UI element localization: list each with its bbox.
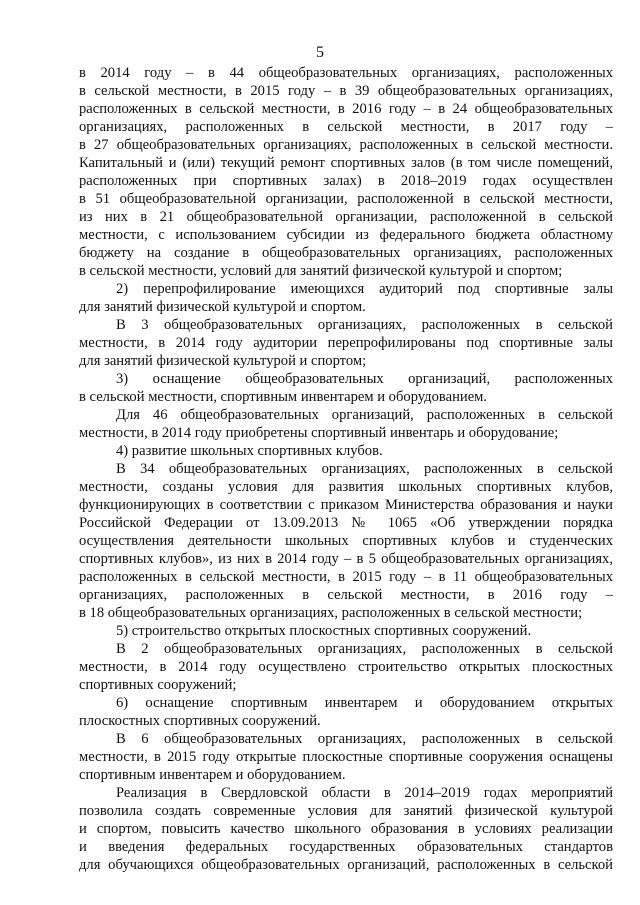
text-line: спортивных клубов», из них в 2014 году – в 5 общеобразовательных организациях, [79, 551, 613, 567]
text-line: Капитальный и (или) текущий ремонт спортивных залов (в том числе помещений, [79, 155, 613, 171]
text-line: 2) перепрофилирование имеющихся аудиторий под спортивные залы [116, 281, 613, 297]
text-line: для занятий физической культурой и спортом. [79, 299, 366, 315]
text-line: Реализация в Свердловской области в 2014–2019 годах мероприятий [116, 785, 613, 801]
text-line: Российской Федерации от 13.09.2013 № 1065 «Об утверждении порядка [79, 515, 613, 531]
text-line: осуществления деятельности школьных спортивных клубов и студенческих [79, 533, 613, 549]
text-line: спортивных сооружений; [79, 677, 237, 693]
text-line: расположенных в сельской местности, в 2016 году – в 24 общеобразовательных [79, 101, 613, 117]
text-line: и спортом, повысить качество школьного образования в условиях реализации [79, 821, 613, 837]
text-line: 5) строительство открытых плоскостных спортивных сооружений. [116, 623, 532, 639]
text-line: в сельской местности, условий для занятий физической культурой и спортом; [79, 263, 563, 279]
text-line: организациях, расположенных в сельской местности, в 2016 году – [79, 587, 613, 603]
text-line: для занятий физической культурой и спортом; [79, 353, 367, 369]
body-text [79, 64, 613, 874]
page-number: 5 [316, 44, 324, 61]
text-line: местности, в 2014 году осуществлено строительство открытых плоскостных [79, 659, 613, 675]
text-line: местности, созданы условия для развития школьных спортивных клубов, [79, 479, 613, 495]
text-line: бюджету на создание в общеобразовательных организациях, расположенных [79, 245, 613, 261]
text-line: В 3 общеобразовательных организациях, расположенных в сельской [116, 317, 613, 333]
text-line: из них в 21 общеобразовательной организации, расположенной в сельской [79, 209, 613, 225]
text-line: расположенных при спортивных залах) в 2018–2019 годах осуществлен [79, 173, 613, 189]
text-line: В 6 общеобразовательных организациях, расположенных в сельской [116, 731, 613, 747]
text-line: расположенных в сельской местности, в 2015 году – в 11 общеобразовательных [79, 569, 613, 585]
text-line: 6) оснащение спортивным инвентарем и оборудованием открытых [116, 695, 613, 711]
text-line: для обучающихся общеобразовательных организаций, расположенных в сельской [79, 857, 613, 873]
text-line: в 2014 году – в 44 общеобразовательных организациях, расположенных [79, 65, 613, 81]
text-line: и введения федеральных государственных образовательных стандартов [79, 839, 613, 855]
text-line: организациях, расположенных в сельской местности, в 2017 году – [79, 119, 613, 135]
text-line: плоскостных спортивных сооружений. [79, 713, 321, 729]
text-line: в сельской местности, в 2015 году – в 39 общеобразовательных организациях, [79, 83, 613, 99]
text-line: в 18 общеобразовательных организациях, расположенных в сельской местности; [79, 605, 583, 621]
text-line: 3) оснащение общеобразовательных организаций, расположенных [116, 371, 613, 387]
text-line: местности, в 2014 году приобретены спортивный инвентарь и оборудование; [79, 425, 559, 441]
text-line: В 2 общеобразовательных организациях, расположенных в сельской [116, 641, 613, 657]
text-line: 4) развитие школьных спортивных клубов. [116, 443, 383, 459]
text-line: местности, в 2015 году открытые плоскостные спортивные сооружения оснащены [79, 749, 613, 765]
text-line: Для 46 общеобразовательных организаций, расположенных в сельской [116, 407, 613, 423]
text-line: местности, с использованием субсидии из федерального бюджета областному [79, 227, 613, 243]
text-line: в 27 общеобразовательных организациях, расположенных в сельской местности. [79, 137, 613, 153]
text-line: В 34 общеобразовательных организациях, расположенных в сельской [116, 461, 613, 477]
text-line: местности, в 2014 году аудитории перепрофилированы под спортивные залы [79, 335, 613, 351]
text-line: в 51 общеобразовательной организации, расположенной в сельской местности, [79, 191, 613, 207]
text-line: позволила создать современные условия для занятий физической культурой [79, 803, 613, 819]
text-line: в сельской местности, спортивным инвентарем и оборудованием. [79, 389, 488, 405]
text-line: спортивным инвентарем и оборудованием. [79, 767, 346, 783]
text-line: функционирующих в соответствии с приказом Министерства образования и науки [79, 497, 613, 513]
